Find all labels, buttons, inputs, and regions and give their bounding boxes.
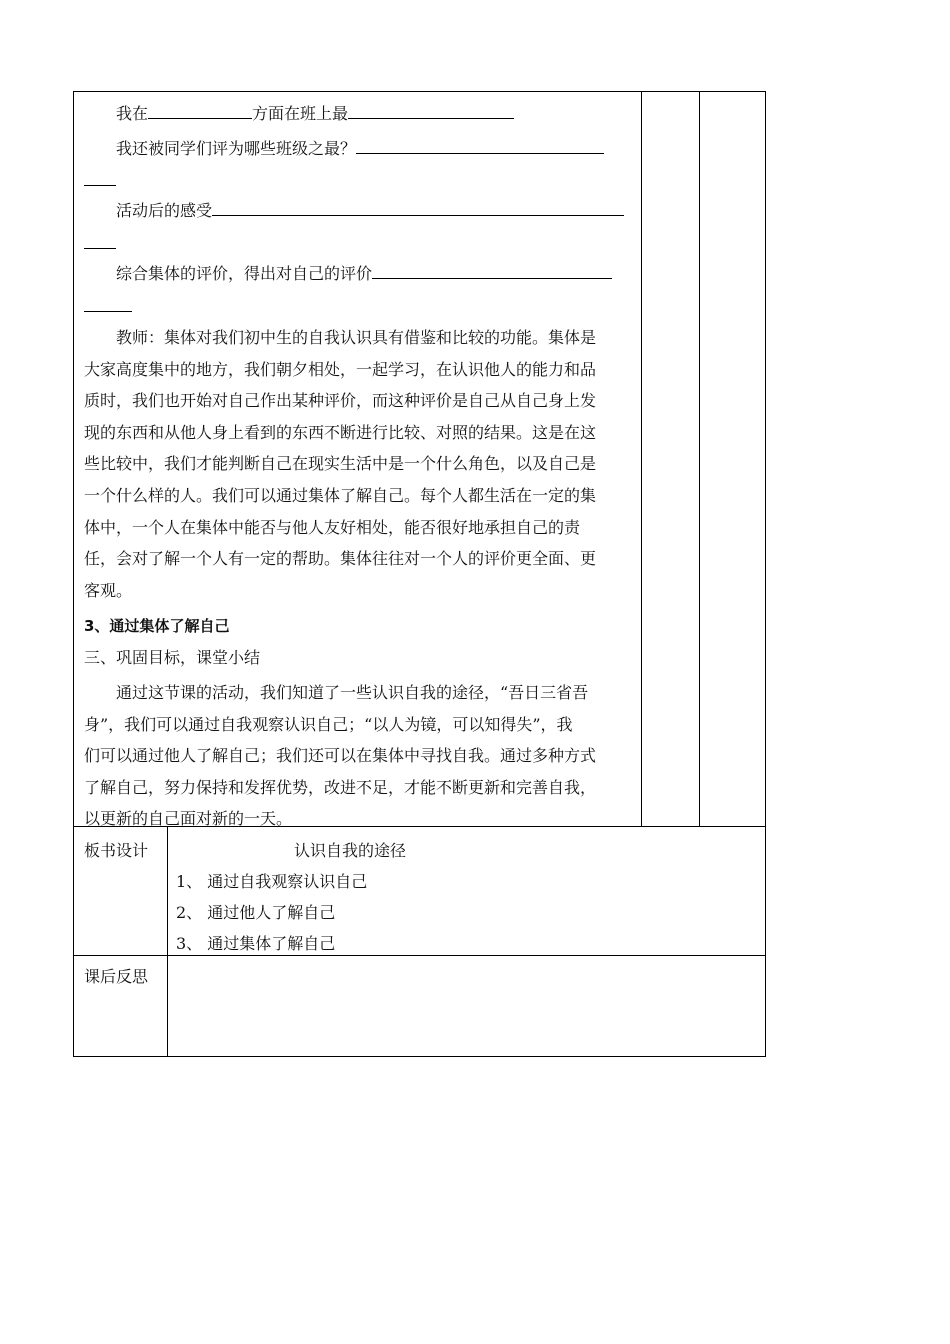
- summary-line: 了解自己，努力保持和发挥优势，改进不足，才能不断更新和完善自我，: [84, 777, 597, 797]
- teacher-line: 客观。: [84, 580, 133, 600]
- board-design-label: 板书设计: [84, 841, 149, 860]
- teacher-line: 质时，我们也开始对自己作出某种评价，而这种评价是自己从自己身上发: [84, 391, 597, 411]
- board-item: 3、 通过集体了解自己: [176, 934, 336, 953]
- blank-field[interactable]: [212, 201, 624, 216]
- reflection-content-area[interactable]: [168, 956, 765, 1056]
- section-summary-heading: 三、巩固目标，课堂小结: [84, 648, 261, 667]
- blank-field-continuation[interactable]: [84, 234, 116, 249]
- blank-field[interactable]: [372, 264, 612, 279]
- table-border-bottom: [73, 1056, 766, 1057]
- reflection-label: 课后反思: [84, 967, 149, 986]
- blank-field-continuation[interactable]: [84, 171, 116, 186]
- summary-line: 身”，我们可以通过自我观察认识自己；“以人为镜，可以知得失”，我: [84, 714, 573, 734]
- teacher-line: 教师：集体对我们初中生的自我认识具有借鉴和比较的功能。集体是: [116, 328, 597, 347]
- board-item: 2、 通过他人了解自己: [176, 903, 336, 922]
- activity-line-feeling: 活动后的感受: [116, 201, 624, 221]
- activity-line-class-best: 我还被同学们评为哪些班级之最？: [116, 139, 604, 159]
- teacher-line: 大家高度集中的地方，我们朝夕相处，一起学习，在认识他人的能力和品: [84, 359, 597, 379]
- activity-line-self-evaluation: 综合集体的评价，得出对自己的评价: [116, 264, 612, 284]
- summary-line: 以更新的自己面对新的一天。: [84, 809, 293, 829]
- table-border-right: [765, 91, 766, 1057]
- column-divider-2: [699, 91, 700, 826]
- blank-field-continuation[interactable]: [84, 297, 132, 312]
- teacher-line: 体中，一个人在集体中能否与他人友好相处，能否很好地承担自己的责: [84, 517, 581, 537]
- table-border-top: [73, 91, 766, 92]
- board-design-title: 认识自我的途径: [294, 841, 407, 860]
- teacher-line: 任，会对了解一个人有一定的帮助。集体往往对一个人的评价更全面、更: [84, 549, 597, 569]
- blank-field[interactable]: [348, 104, 514, 119]
- section-3-heading: 3、通过集体了解自己: [84, 617, 230, 635]
- teacher-line: 一个什么样的人。我们可以通过集体了解自己。每个人都生活在一定的集: [84, 485, 597, 505]
- board-item: 1、 通过自我观察认识自己: [176, 872, 368, 891]
- summary-paragraph: [84, 677, 636, 835]
- blank-field[interactable]: [148, 104, 252, 119]
- summary-line: 们可以通过他人了解自己；我们还可以在集体中寻找自我。通过多种方式: [84, 746, 597, 766]
- column-divider-1: [641, 91, 642, 826]
- teacher-paragraph: [84, 322, 636, 606]
- summary-line: 通过这节课的活动，我们知道了一些认识自我的途径，“吾日三省吾: [116, 683, 589, 702]
- activity-line-best: 我在 方面在班上最: [116, 104, 514, 124]
- table-border-left: [73, 91, 74, 1057]
- teacher-line: 现的东西和从他人身上看到的东西不断进行比较、对照的结果。这是在这: [84, 422, 597, 442]
- blank-field[interactable]: [356, 139, 604, 154]
- teacher-line: 些比较中，我们才能判断自己在现实生活中是一个什么角色，以及自己是: [84, 454, 597, 474]
